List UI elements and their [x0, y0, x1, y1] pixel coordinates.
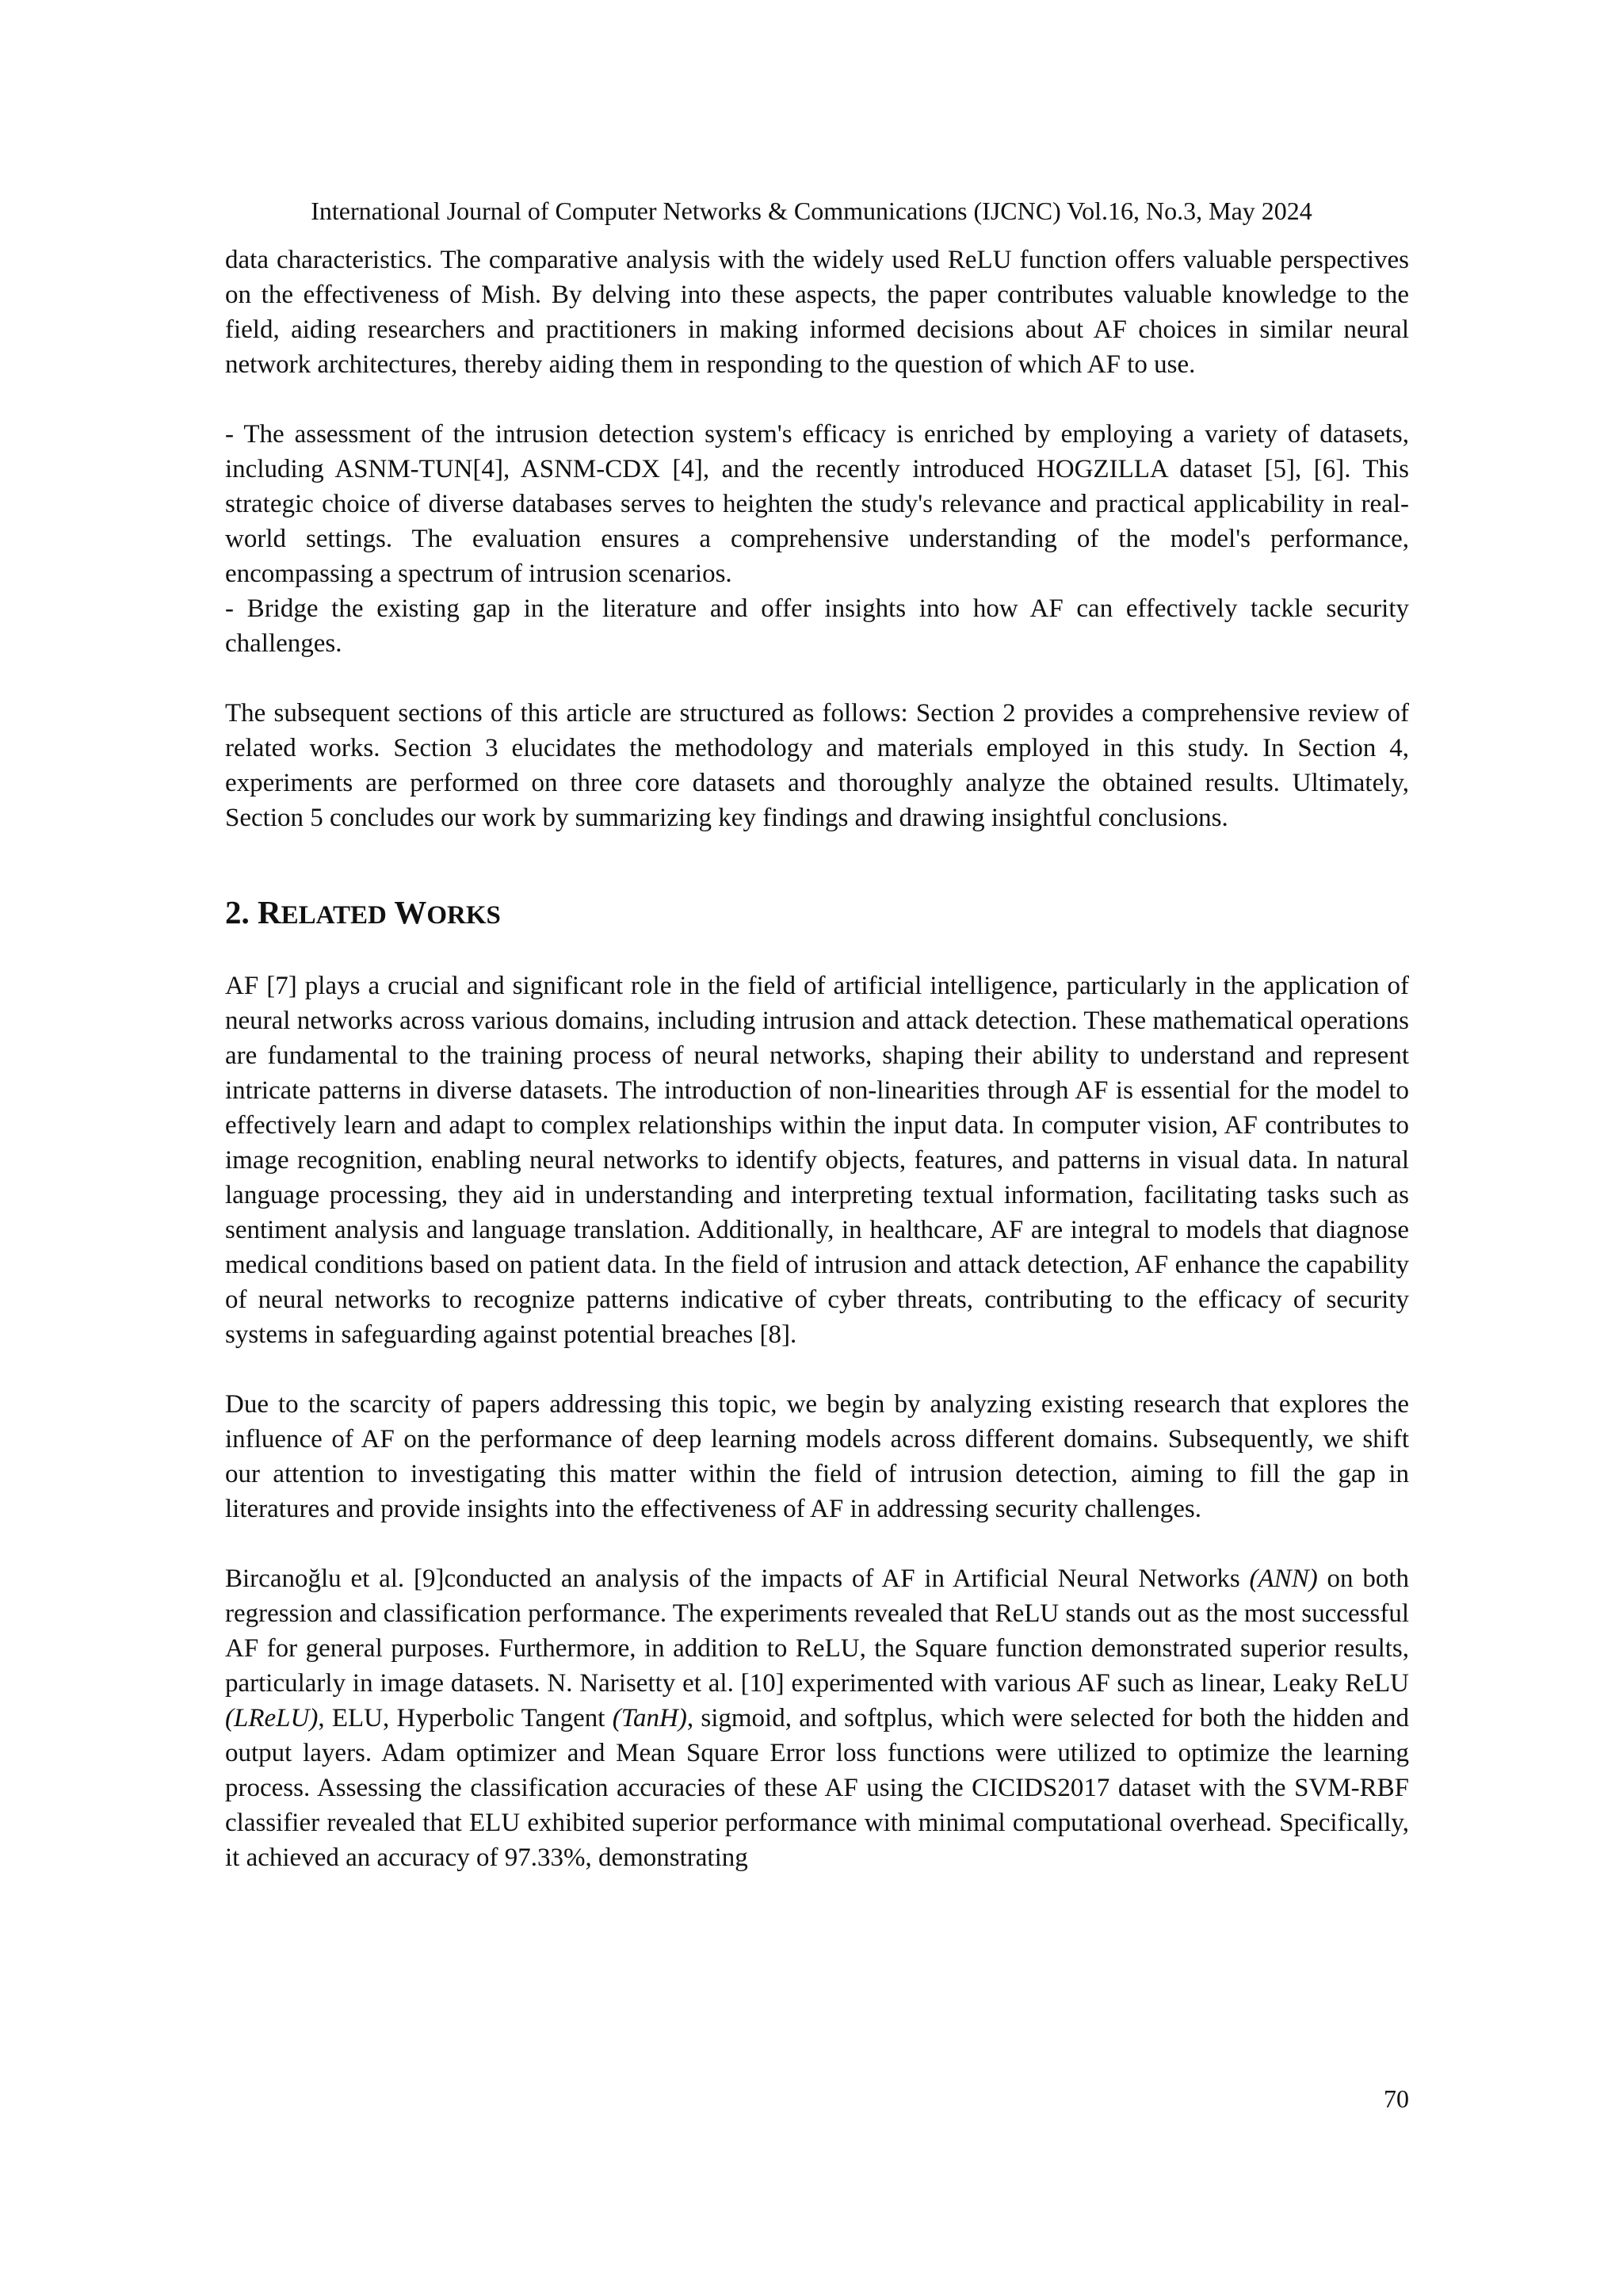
page-body — [225, 243, 1409, 1875]
paragraph-article-structure: The subsequent sections of this article are structured as follows: Section 2 provides a comprehensive review of related works. Section 3 elucidates the methodology and materials employed in this study. In Section 4, experiments are performed on three core datasets and thoroughly analyze the obtained results. Ultimately, Section 5 concludes our work by summarizing key findings and drawing insightful conclusions. — [225, 699, 1409, 832]
journal-header: International Journal of Computer Networks & Communications (IJCNC) Vol.16, No.3, May 2024 — [311, 197, 1312, 225]
page-number: 70 — [1384, 2084, 1409, 2113]
paragraph-contribution-summary: data characteristics. The comparative analysis with the widely used ReLU function offers valuable perspectives on the effectiveness of Mish. By delving into these aspects, the paper contributes valuable knowledge to the field, aiding researchers and practitioners in making informed decisions about AF choices in similar neural network architectures, thereby aiding them in responding to the question of which AF to use. — [225, 246, 1409, 379]
paragraph-scarcity: Due to the scarcity of papers addressing this topic, we begin by analyzing existing research that explores the influence of AF on the performance of deep learning models across different domains. Subsequently, we shift our attention to investigating this matter within the field of intrusion detection, aiming to fill the gap in literatures and provide insights into the effectiveness of AF in addressing security challenges. — [225, 1390, 1409, 1523]
paragraph-af-role: AF [7] plays a crucial and significant role in the field of artificial intelligence, particularly in the application of neural networks across various domains, including intrusion and attack detection. These mathematical operations are fundamental to the training process of neural networks, shaping their ability to understand and represent intricate patterns in diverse datasets. The introduction of non-linearities through AF is essential for the model to effectively learn and adapt to complex relationships within the input data. In computer vision, AF contributes to image recognition, enabling neural networks to identify objects, features, and patterns in visual data. In natural language processing, they aid in understanding and interpreting textual information, facilitating tasks such as sentiment analysis and language translation. Additionally, in healthcare, AF are integral to models that diagnose medical conditions based on patient data. In the field of intrusion and attack detection, AF enhance the capability of neural networks to recognize patterns indicative of cyber threats, contributing to the efficacy of security systems in safeguarding against potential breaches [8]. — [225, 972, 1409, 1349]
section-heading-related-works: 2. RELATED WORKS — [225, 894, 501, 930]
section-number: 2. — [225, 894, 250, 930]
paragraph-gap-bullet: - Bridge the existing gap in the literature and offer insights into how AF can effectively tackle security challenges. — [225, 594, 1409, 658]
paragraph-prior-studies: Bircanoğlu et al. [9]conducted an analysis of the impacts of AF in Artificial Neural Networks (ANN) on both regression and classification performance. The experiments revealed that ReLU stands out as the most successful AF for general purposes. Furthermore, in addition to ReLU, the Square function demonstrated superior results, particularly in image datasets. N. Narisetty et al. [10] experimented with various AF such as linear, Leaky ReLU (LReLU), ELU, Hyperbolic Tangent (TanH), sigmoid, and softplus, which were selected for both the hidden and output layers. Adam optimizer and Mean Square Error loss functions were utilized to optimize the learning process. Assessing the classification accuracies of these AF using the CICIDS2017 dataset with the SVM-RBF classifier revealed that ELU exhibited superior performance with minimal computational overhead. Specifically, it achieved an accuracy of 97.33%, demonstrating — [225, 1564, 1410, 1872]
paragraph-datasets-bullet: - The assessment of the intrusion detection system's efficacy is enriched by employing a variety of datasets, including ASNM-TUN[4], ASNM-CDX [4], and the recently introduced HOGZILLA dataset [5], [6]. This strategic choice of diverse databases serves to heighten the study's relevance and practical applicability in real-world settings. The evaluation ensures a comprehensive understanding of the model's performance, encompassing a spectrum of intrusion scenarios. — [225, 420, 1409, 588]
